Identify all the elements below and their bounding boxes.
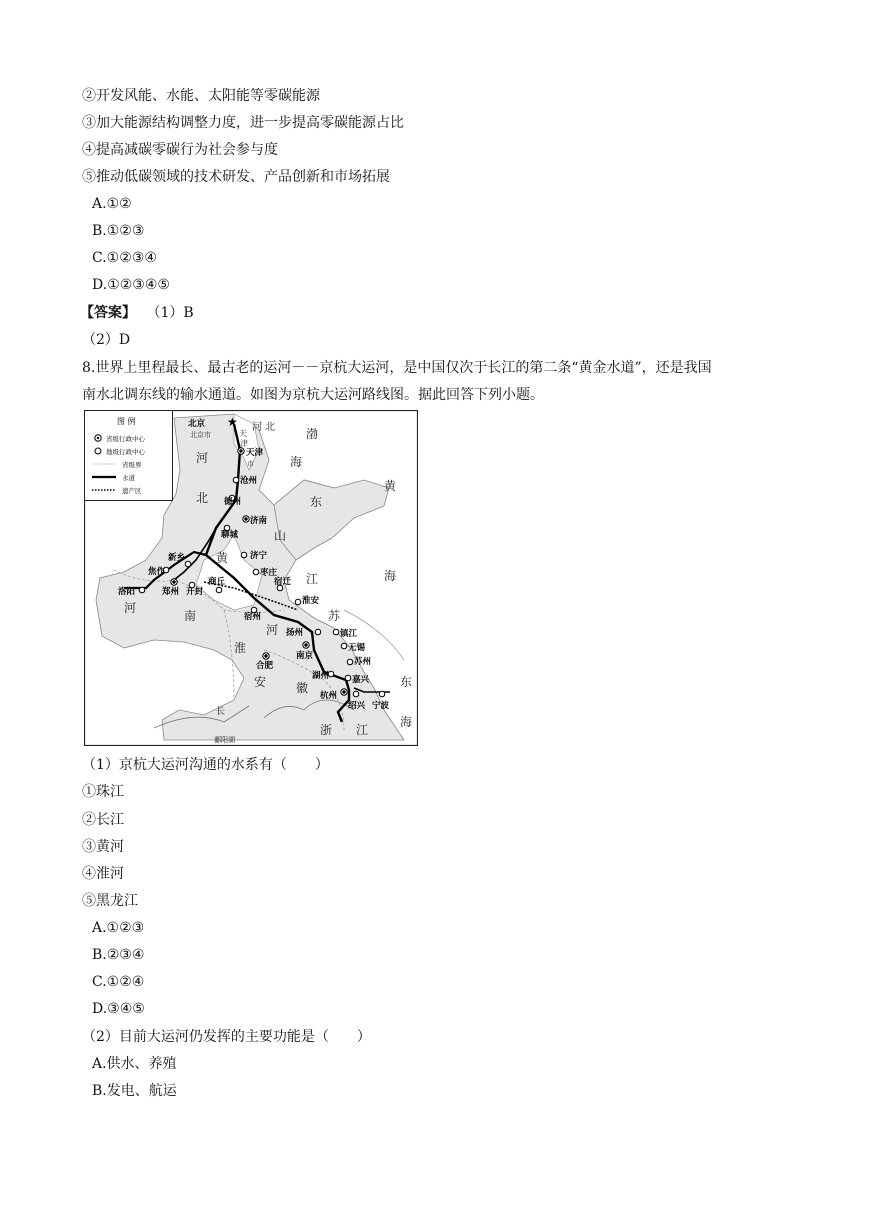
city-zhengzhou: 郑州 <box>162 587 180 597</box>
legend-prefecture-center: 地级行政中心 <box>106 448 145 456</box>
city-yangzhou: 扬州 <box>286 628 304 638</box>
region-shan-shandong: 山 <box>274 529 287 543</box>
city-wuxi: 无锡 <box>348 643 366 653</box>
q8-1-item-1: ①珠江 <box>82 784 124 800</box>
city-suzhou-anhui: 宿州 <box>244 612 262 622</box>
q8-1-item-5: ⑤黑龙江 <box>82 893 138 909</box>
region-hai-bohai: 海 <box>290 455 303 469</box>
city-kaifeng: 开封 <box>186 587 204 597</box>
q8-stem-line2: 南水北调东线的输水通道。如图为京杭大运河路线图。据此回答下列小题。 <box>82 387 544 403</box>
map-svg <box>84 410 418 746</box>
city-luoyang: 洛阳 <box>118 587 136 597</box>
city-ningbo: 宁波 <box>372 701 390 711</box>
q8-1-option-a: A.①②③ <box>92 920 145 936</box>
q7-option-d: D.①②③④⑤ <box>92 277 170 293</box>
city-huzhou: 湖州 <box>312 671 330 681</box>
answer-label: 【答案】 <box>80 305 136 321</box>
region-chang: 长 <box>216 707 226 717</box>
answer-line <box>80 303 194 323</box>
q8-1-item-3: ③黄河 <box>82 839 124 855</box>
city-jiaozuo: 焦作 <box>148 567 166 577</box>
city-jiaxing: 嘉兴 <box>352 675 370 685</box>
region-bei-hebei-1: 北 <box>265 422 275 433</box>
region-bo: 渤 <box>306 427 319 441</box>
legend-heritage-zone: 遗产区 <box>122 487 142 495</box>
city-suqian: 宿迁 <box>274 577 292 587</box>
region-beijing-municipality: 北京市 <box>190 431 211 439</box>
region-he-henan: 河 <box>124 601 137 615</box>
statement-3: ③加大能源结构调整力度，进一步提高零碳能源占比 <box>82 115 404 131</box>
city-tianjin: 天津 <box>246 448 264 458</box>
region-jiang-jiangsu: 江 <box>306 572 319 586</box>
region-dong-shandong: 东 <box>310 495 323 509</box>
region-jiang-zhejiang: 江 <box>356 723 369 737</box>
region-poyang-lake: 鄱阳湖 <box>214 736 235 744</box>
region-huai: 淮 <box>234 641 247 655</box>
answer-part2: （2）D <box>82 332 131 348</box>
legend-title: 图 例 <box>117 417 136 426</box>
region-hui-anhui: 徽 <box>296 681 309 695</box>
city-zaozhuang: 枣庄 <box>260 568 278 578</box>
region-zhe-zhejiang: 浙 <box>320 723 333 737</box>
city-hangzhou: 杭州 <box>320 691 338 701</box>
city-shangqiu: 商丘 <box>208 577 226 587</box>
city-suzhou: 苏州 <box>354 657 372 667</box>
city-jinan: 济南 <box>250 516 268 526</box>
region-he-hebei-2: 河 <box>196 451 209 465</box>
region-tian: 天 <box>239 429 247 438</box>
region-dong-sea: 东 <box>400 675 413 689</box>
region-hai-eastsea: 海 <box>400 715 413 729</box>
q8-1-option-c: C.①②④ <box>92 974 145 990</box>
legend-province-border: 省级界 <box>122 461 142 469</box>
region-he-river: 河 <box>266 623 279 637</box>
q7-option-c: C.①②③④ <box>92 250 157 266</box>
q8-1-option-d: D.③④⑤ <box>92 1001 145 1017</box>
city-hefei: 合肥 <box>256 661 274 671</box>
q8-stem-line1: 8.世界上里程最长、最古老的运河－－京杭大运河，是中国仅次于长江的第二条“黄金水道”，还是我国 <box>82 360 712 376</box>
answer-part1: （1）B <box>146 305 194 321</box>
statement-2: ②开发风能、水能、太阳能等零碳能源 <box>82 88 320 104</box>
q8-2-question: （2）目前大运河仍发挥的主要功能是（ ） <box>82 1029 371 1045</box>
city-jining: 济宁 <box>250 551 268 561</box>
q7-option-a: A.①② <box>92 196 132 212</box>
q8-1-question: （1）京杭大运河沟通的水系有（ ） <box>82 757 329 773</box>
region-nan-henan: 南 <box>184 609 197 623</box>
city-nanjing: 南京 <box>296 651 314 661</box>
region-shi: 市 <box>247 460 254 468</box>
city-dezhou: 德州 <box>224 497 242 507</box>
q8-1-item-4: ④淮河 <box>82 866 124 882</box>
q7-option-b: B.①②③ <box>92 223 145 239</box>
grand-canal-map <box>84 410 418 746</box>
city-shaoxing: 绍兴 <box>348 701 366 711</box>
q8-2-option-b: B.发电、航运 <box>92 1083 177 1099</box>
region-he-hebei-1: 河 <box>252 422 262 433</box>
q8-1-option-b: B.②③④ <box>92 947 145 963</box>
region-huang-river: 黄 <box>216 551 229 565</box>
city-zhenjiang: 镇江 <box>340 629 358 639</box>
region-huang-sea: 黄 <box>384 479 397 493</box>
city-liaocheng: 聊城 <box>221 530 239 540</box>
statement-4: ④提高减碳零碳行为社会参与度 <box>82 142 278 158</box>
legend-waterway: 水道 <box>122 474 135 482</box>
region-hai-yellow-sea: 海 <box>384 569 397 583</box>
region-an-anhui: 安 <box>254 675 267 689</box>
city-beijing: 北京 <box>188 419 206 429</box>
q8-2-option-a: A.供水、养殖 <box>92 1056 177 1072</box>
city-huaian: 淮安 <box>302 596 320 606</box>
region-bei-hebei-2: 北 <box>196 491 209 505</box>
legend-provincial-center: 省级行政中心 <box>106 435 145 443</box>
region-su-jiangsu: 苏 <box>328 609 341 623</box>
beijing-star-icon: ★ <box>227 415 238 429</box>
region-jin: 津 <box>240 439 248 448</box>
statement-5: ⑤推动低碳领域的技术研发、产品创新和市场拓展 <box>82 169 390 185</box>
city-xinxiang: 新乡 <box>168 553 186 563</box>
q8-1-item-2: ②长江 <box>82 812 124 828</box>
city-cangzhou: 沧州 <box>240 476 258 486</box>
